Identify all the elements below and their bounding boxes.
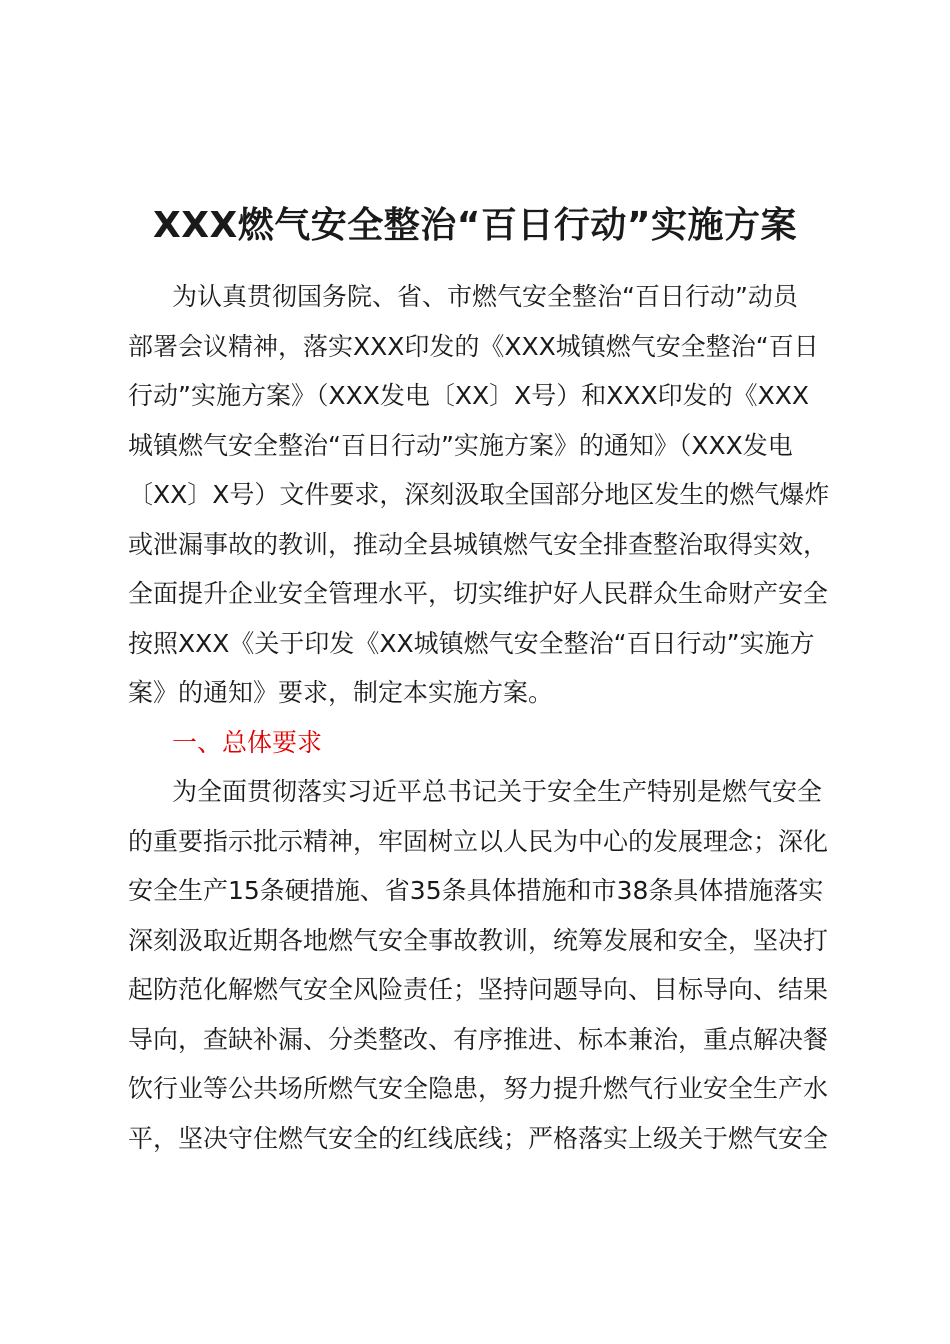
text-line: 按照XXX《关于印发《XX城镇燃气安全整治“百日行动”实施方	[128, 628, 815, 658]
text-line: 饮行业等公共场所燃气安全隐患，努力提升燃气行业安全生产水	[128, 1074, 829, 1103]
text-line: 或泄漏事故的教训，推动全县城镇燃气安全排查整治取得实效，	[128, 529, 829, 559]
section-heading-text: 一、总体要求	[172, 728, 323, 757]
text-line: 全面提升企业安全管理水平，切实维护好人民群众生命财产安全	[128, 579, 829, 608]
text-line: 案》的通知》要求，制定本实施方案。	[128, 678, 554, 707]
text-line: 部署会议精神，落实XXX印发的《XXX城镇燃气安全整治“百日	[128, 331, 819, 361]
intro-paragraph	[128, 272, 850, 718]
text-line: 城镇燃气安全整治“百日行动”实施方案》的通知》（XXX发电	[128, 430, 793, 460]
section-heading	[128, 718, 850, 768]
section-paragraph	[128, 767, 850, 1163]
text-line: 为全面贯彻落实习近平总书记关于安全生产特别是燃气安全	[172, 777, 823, 806]
text-line: 导向，查缺补漏、分类整改、有序推进、标本兼治，重点解决餐	[128, 1024, 829, 1054]
document-title: XXX燃气安全整治“百日行动”实施方案	[152, 205, 798, 246]
text-line: 安全生产15条硬措施、省35条具体措施和市38条具体措施落实	[128, 876, 824, 905]
text-line: 的重要指示批示精神，牢固树立以人民为中心的发展理念；深化	[128, 826, 829, 856]
text-line: 〔XX〕X号）文件要求，深刻汲取全国部分地区发生的燃气爆炸	[128, 480, 830, 509]
text-line: 为认真贯彻国务院、省、市燃气安全整治“百日行动”动员	[172, 282, 798, 311]
text-line: 行动”实施方案》（XXX发电〔XX〕X号）和XXX印发的《XXX	[128, 381, 809, 410]
text-line: 起防范化解燃气安全风险责任；坚持问题导向、目标导向、结果	[128, 975, 829, 1004]
text-line: 平，坚决守住燃气安全的红线底线；严格落实上级关于燃气安全	[128, 1123, 829, 1153]
text-line: 深刻汲取近期各地燃气安全事故教训，统筹发展和安全，坚决打	[128, 925, 829, 955]
